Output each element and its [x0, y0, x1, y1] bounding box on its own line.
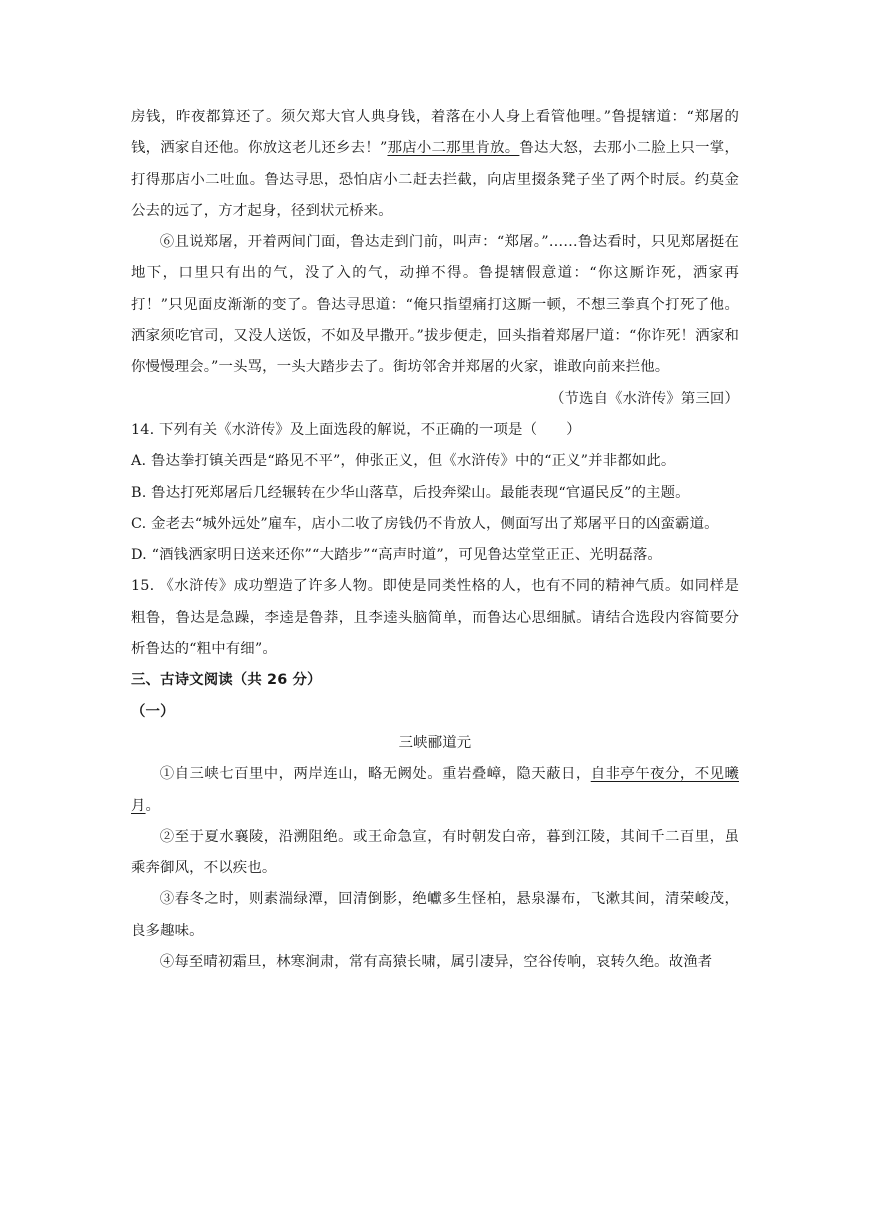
subsection-heading: （一） [131, 703, 175, 720]
sanxia-paragraph-4: ④每至晴初霜旦，林寒涧肃，常有高猿长啸，属引凄异，空谷传响，哀转久绝。故渔者 [159, 954, 713, 971]
question-14-stem: 14. 下列有关《水浒传》及上面选段的解说，不正确的一项是（ ） [131, 421, 581, 438]
passage-text: 鲁达大怒，去那小二脸上只一掌，打得那店小二吐血。鲁达寻思，恐怕店小二赶去拦截，向店里掇条凳子坐了两个时辰。约莫金公去的远了，方才起身，径到状元桥来。 [131, 140, 739, 219]
passage-source: （节选自《水浒传》第三回） [549, 390, 739, 407]
question-14-option-b: B. 鲁达打死郑屠后几经辗转在少华山落草，后投奔梁山。最能表现“官逼民反”的主题。 [131, 484, 690, 501]
underlined-sentence: 自非亭午夜分，不见曦月 [131, 766, 739, 814]
section-heading: 三、古诗文阅读（共 26 分） [131, 672, 322, 689]
document-page [131, 102, 739, 978]
question-14-option-d: D. “酒钱洒家明日送来还你”“大踏步”“高声时道”，可见鲁达堂堂正正、光明磊落。 [131, 547, 662, 564]
poem-title: 三峡郦道元 [398, 734, 472, 751]
sanxia-paragraph-2: ②至于夏水襄陵，沿溯阻绝。或王命急宣，有时朝发白帝，暮到江陵，其间千二百里，虽乘奔御风，不以疾也。 [131, 828, 739, 877]
sanxia-paragraph-1 [131, 759, 739, 822]
passage-paragraph-6: ⑥且说郑屠，开着两间门面，鲁达走到门前，叫声：“郑屠。”……鲁达看时，只见郑屠挺在地下，口里只有出的气，没了入的气，动掸不得。鲁提辖假意道：“你这厮诈死，洒家再打！”只见面皮渐渐的变了。鲁达寻思道：“俺只指望痛打这厮一顿，不想三拳真个打死了他。洒家须吃官司，又没人送饭，不如及早撒开。”拔步便走，回头指着郑屠尸道：“你诈死！洒家和你慢慢理会。”一头骂，一头大踏步去了。街坊邻舍并郑屠的火家，谁敢向前来拦他。 [131, 234, 739, 376]
underlined-sentence: 那店小二那里肯放。 [387, 140, 520, 157]
passage-paragraph-5 [131, 102, 739, 227]
question-14-option-c: C. 金老去“城外远处”雇车，店小二收了房钱仍不肯放人，侧面写出了郑屠平日的凶蛮霸道。 [131, 515, 719, 532]
sanxia-text: ①自三峡七百里中，两岸连山，略无阙处。重岩叠嶂，隐天蔽日， [159, 766, 591, 783]
question-14-option-a: A. 鲁达拳打镇关西是“路见不平”，伸张正义，但《水浒传》中的“正义”并非都如此。 [131, 453, 676, 470]
sanxia-text: 。 [145, 797, 161, 814]
passage-text: 房钱，昨夜都算还了。须欠郑大官人典身钱，着落在小人身上看管他哩。”鲁提辖道：“郑屠的钱，洒家自还他。你放这老儿还乡去！” [131, 109, 739, 157]
question-15: 15. 《水浒传》成功塑造了许多人物。即使是同类性格的人，也有不同的精神气质。如同样是粗鲁，鲁达是急躁，李逵是鲁莽，且李逵头脑简单，而鲁达心思细腻。请结合选段内容简要分析鲁达的“粗中有细”。 [131, 578, 739, 658]
sanxia-paragraph-3: ③春冬之时，则素湍绿潭，回清倒影，绝巘多生怪柏，悬泉瀑布，飞漱其间，清荣峻茂，良多趣味。 [131, 891, 739, 939]
